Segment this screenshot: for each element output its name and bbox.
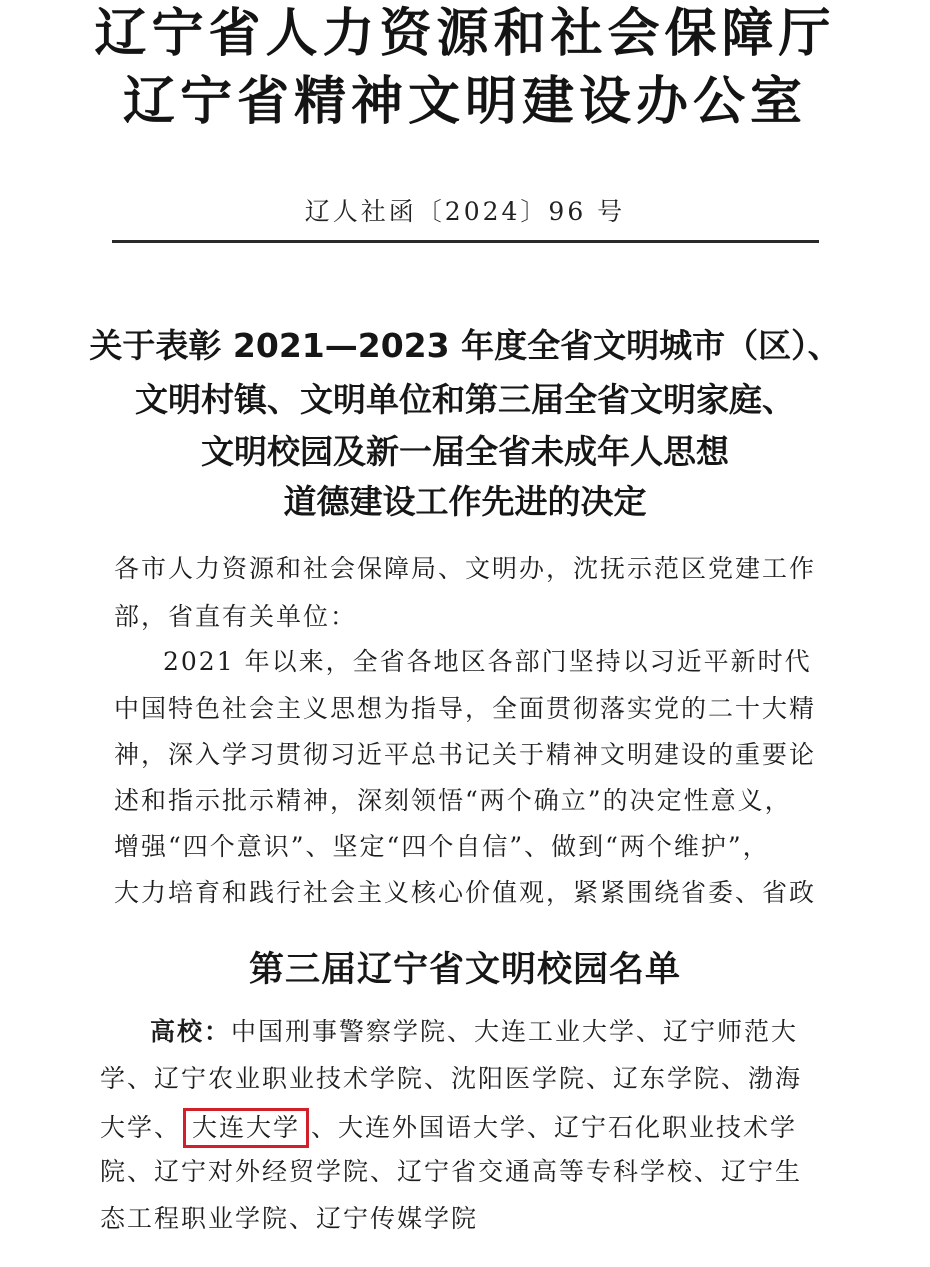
highlighted-university: 大连大学 [183,1108,309,1148]
paragraph-line: 中国特色社会主义思想为指导，全面贯彻落实党的二十大精 [114,694,817,723]
list-line-4: 院、辽宁对外经贸学院、辽宁省交通高等专科学校、辽宁生 [100,1157,803,1186]
paragraph-line: 述和指示批示精神，深刻领悟“两个确立”的决定性意义， [114,786,792,815]
section-title: 第三届辽宁省文明校园名单 [248,950,681,990]
title-line-4: 道德建设工作先进的决定 [283,482,647,521]
list-text: 中国刑事警察学院、大连工业大学、辽宁师范大 [231,1017,799,1046]
list-line-3 [100,1108,797,1148]
issuer-line-1: 辽宁省人力资源和社会保障厅 [94,4,836,64]
title-line-3: 文明校园及新一届全省未成年人思想 [201,432,729,471]
addressee-line-1: 各市人力资源和社会保障局、文明办，沈抚示范区党建工作 [114,554,817,583]
list-line-1 [150,1015,798,1049]
paragraph-line: 大力培育和践行社会主义核心价值观，紧紧围绕省委、省政 [114,878,817,907]
list-text: 、大连外国语大学、辽宁石化职业技术学 [311,1113,798,1142]
list-line-2: 学、辽宁农业职业技术学院、沈阳医学院、辽东学院、渤海 [100,1064,803,1093]
list-line-5: 态工程职业学院、辽宁传媒学院 [100,1204,479,1233]
title-line-2: 文明村镇、文明单位和第三届全省文明家庭、 [135,380,795,419]
paragraph-line: 增强“四个意识”、坚定“四个自信”、做到“两个维护”， [114,832,770,861]
paragraph-line: 神，深入学习贯彻习近平总书记关于精神文明建设的重要论 [114,740,817,769]
document-number: 辽人社函〔2024〕96 号 [304,197,626,226]
paragraph-line: 2021 年以来，全省各地区各部门坚持以习近平新时代 [163,647,812,676]
addressee-line-2: 部，省直有关单位： [114,602,358,631]
header-divider [112,240,819,243]
issuer-line-2: 辽宁省精神文明建设办公室 [122,72,807,132]
category-label: 高校： [150,1017,232,1046]
list-text: 大学、 [100,1113,182,1142]
title-line-1: 关于表彰 2021—2023 年度全省文明城市（区）、 [89,326,841,365]
